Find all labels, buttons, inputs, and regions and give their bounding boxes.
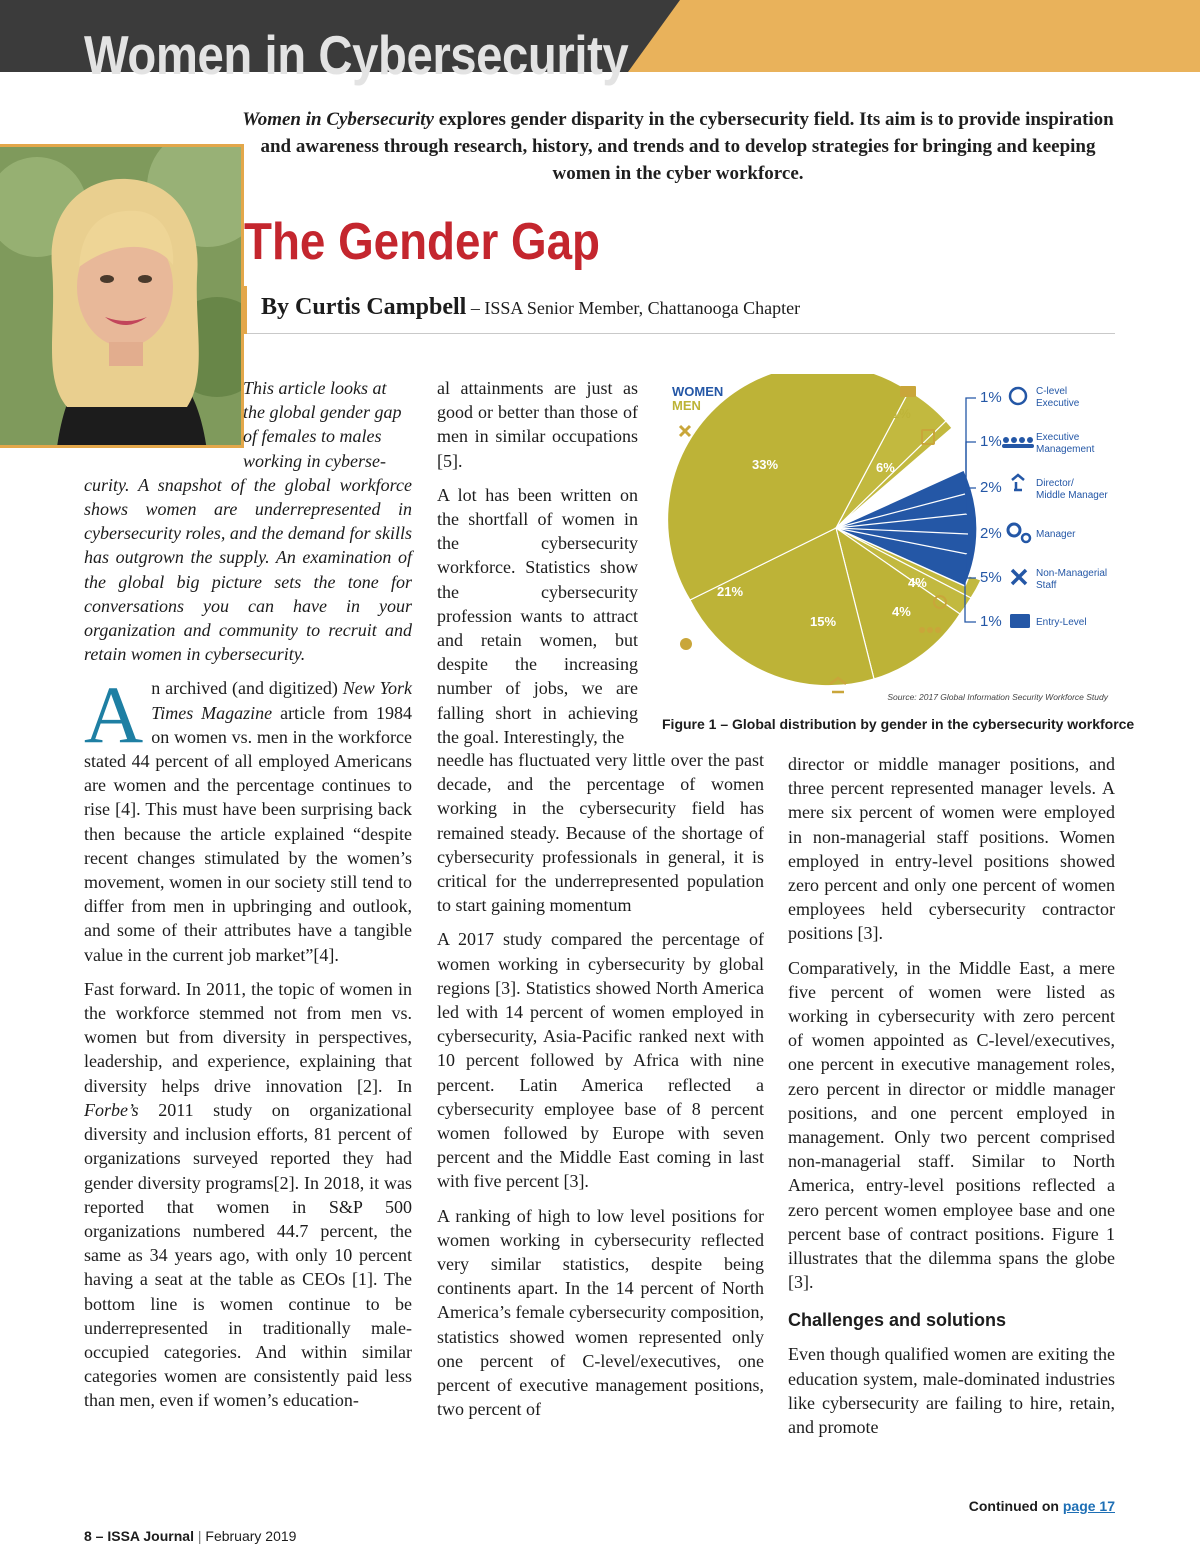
subhead-challenges: Challenges and solutions	[788, 1310, 1007, 1331]
callout-pct-exec-mgmt: 1%	[980, 433, 1002, 450]
callout-label-staff-1: Non-Managerial	[1036, 568, 1108, 579]
men-tools-icon	[680, 426, 690, 436]
callout-label-director-2: Middle Manager	[1036, 490, 1108, 501]
men-id-card-icon	[900, 386, 916, 397]
gender-distribution-pie-chart	[660, 374, 1118, 710]
byline-rule	[247, 333, 1115, 334]
c2-paragraph-4: A ranking of high to low level positions for women working in cybersecurity reflected very similar statistics, despite being continents apart. In the 14 percent of North America’s female cybersecurity composition, statistics showed women represented only one percent of C-level/executives, one percent of executive management positions, two percent of	[437, 1205, 764, 1420]
legend-women: WOMEN	[672, 384, 724, 399]
p1-text-a: n archived (and digitized)	[151, 678, 343, 699]
abstract-line-3: of females to males	[243, 426, 382, 447]
abstract-line-2: the global gender gap	[243, 402, 402, 423]
people-group-icon	[1002, 437, 1034, 448]
pie-label-4b: 4%	[892, 604, 911, 619]
abstract	[84, 376, 412, 666]
column-2-bottom	[437, 748, 764, 1431]
callout-pct-director: 2%	[980, 479, 1002, 496]
men-people-icon-c	[935, 627, 941, 633]
intro-text: explores gender disparity in the cybersecurity field. Its aim is to provide inspiration and awareness through research, history, and trends and to develop strategies for bringing and keeping women in the cyber workforce.	[260, 109, 1114, 184]
drop-cap: A	[84, 669, 144, 761]
abstract-line-4: working in cyberse-	[243, 450, 386, 471]
pie-label-4a: 4%	[908, 575, 927, 590]
byline-author: By Curtis Campbell	[261, 294, 467, 320]
callout-label-director-1: Director/	[1036, 478, 1074, 489]
pie-label-33: 33%	[752, 457, 779, 472]
c2-paragraph-1: al attainments are just as good or better than those of men in similar occupations [5].	[437, 378, 638, 471]
article-title: The Gender Gap	[244, 213, 600, 271]
callout-label-c-level-2: Executive	[1036, 398, 1080, 409]
p1-text-b: article from 1984 on women vs. men in the workforce stated 44 percent of all employed Americans are women and the percentage continues to rise [4]. This must have been surprising back then because the article explained “despite recent changes stimulated by the women’s movement, women in our society still tend to differ from men in upbringing and outlook, and some of their attributes have a tangible value in the current job market”[4].	[84, 702, 412, 965]
section-intro	[240, 106, 1116, 187]
continued-prefix: Continued on	[968, 1498, 1063, 1514]
footer-page-journal: 8 – ISSA Journal	[84, 1528, 194, 1544]
figure-caption: Figure 1 – Global distribution by gender in the cybersecurity workforce	[662, 716, 1135, 732]
callout-pct-staff: 5%	[980, 569, 1002, 586]
c2-paragraph-3: A 2017 study compared the percentage of women working in cybersecurity by global regions [3]. Statistics showed North America led with 14 percent of women employed in cybersecurity, Asia-Pacific ranked next with 10 percent followed by Africa with nine percent. Latin America reflected a cybersecurity employee base of 8 percent women followed by Europe with seven percent and the Middle East coming in last with five percent [3].	[437, 929, 764, 1192]
continued-note	[969, 1498, 1115, 1514]
director-icon	[1012, 475, 1024, 490]
callout-label-manager-1: Manager	[1036, 529, 1076, 540]
ship-wheel-icon	[1010, 388, 1026, 404]
callout-label-c-level-1: C-level	[1036, 386, 1068, 397]
pie-label-1: 1%	[892, 406, 911, 421]
column-2-top	[437, 376, 638, 759]
body-paragraph-1	[84, 669, 412, 966]
c3-paragraph-1: director or middle manager positions, and three percent represented manager levels. A mere six percent of women were employed in non-managerial staff positions. Women employed in entry-level positions showed zero percent and only one percent of women employees held cybersecurity contractor positions [3].	[788, 754, 1115, 944]
p2-italic: Forbe’s	[84, 1099, 139, 1120]
men-people-icon-b	[927, 627, 933, 633]
tools-icon	[1012, 570, 1026, 584]
intro-italic-title: Women in Cybersecurity	[242, 109, 434, 130]
men-people-icon-a	[919, 627, 925, 633]
callout-label-staff-2: Staff	[1036, 580, 1057, 591]
pie-label-21: 21%	[717, 584, 744, 599]
legend-men: MEN	[672, 398, 701, 413]
p2-text-a: Fast forward. In 2011, the topic of women in the workforce stemmed not from men vs. women but from diversity in perspectives, leadership, and experience, explaining that diversity helps drive innovation [2]. In	[84, 978, 412, 1096]
section-title: Women in Cybersecurity	[84, 24, 629, 86]
byline-role: – ISSA Senior Member, Chattanooga Chapter	[466, 298, 801, 318]
callout-label-exec-1: Executive	[1036, 432, 1080, 443]
column-1	[84, 376, 412, 1423]
continued-page-link[interactable]: page 17	[1062, 1498, 1115, 1514]
c2-paragraph-2-continued: needle has fluctuated very little over the past decade, and the percentage of women working in the cybersecurity field has remained steady. Because of the shortage of cybersecurity professionals in general, it is critical for the underrepresented population to start gaining momentum	[437, 750, 764, 916]
column-3	[788, 752, 1115, 1449]
callout-label-exec-2: Management	[1036, 444, 1095, 455]
p1-italic: New York Times Magazine	[151, 678, 412, 723]
id-card-icon	[1010, 614, 1030, 628]
abstract-line-1: This article looks at	[243, 378, 387, 398]
pie-label-15: 15%	[810, 614, 837, 629]
figure-source: Source: 2017 Global Information Security Workforce Study	[887, 692, 1108, 702]
c3-paragraph-2: Comparatively, in the Middle East, a mere five percent of women were listed as working in cybersecurity with zero percent of women appointed as C-level/executives, one percent in executive management roles, zero percent in director or middle manager positions, and one percent employed in management. Only two percent comprised non-managerial staff. Similar to North America, entry-level positions reflected a zero percent women employee base and one percent base of contract positions. Figure 1 illustrates that the dilemma spans the globe [3].	[788, 957, 1115, 1293]
callout-pct-entry: 1%	[980, 613, 1002, 630]
abstract-rest: curity. A snapshot of the global workforce shows women are underrepresented in cybersecurity roles, and the demand for skills has outgrown the supply. An examination of the global big picture sets the tone for conversations you can have in your organization and community to recruit and retain women in cybersecurity.	[84, 474, 412, 665]
p2-text-b: 2011 study on organizational diversity and inclusion efforts, 81 percent of organizations surveyed reported they had gender diversity programs[2]. In 2018, it was reported that women in S&P 500 organizations numbered 44.7 percent, the same as 34 years ago, with only 10 percent having a seat at the table as CEOs [1]. The bottom line is women continue to be underrepresented in traditionally male-occupied categories. And within similar categories women are consistently paid less than men, even if women’s education-	[84, 1099, 412, 1411]
c3-paragraph-3: Even though qualified women are exiting the education system, male-dominated industries like cybersecurity are failing to hire, retain, and promote	[788, 1344, 1115, 1438]
men-gear-icon	[680, 638, 692, 650]
footer-divider: |	[193, 1528, 206, 1544]
figure-1	[660, 374, 1118, 710]
pie-label-6: 6%	[876, 460, 895, 475]
callout-pct-c-level: 1%	[980, 389, 1002, 406]
page-footer	[84, 1528, 296, 1544]
callout-label-entry-1: Entry-Level	[1036, 617, 1087, 628]
gears-icon	[1008, 524, 1030, 542]
body-paragraph-2	[84, 977, 412, 1413]
byline	[243, 286, 1123, 334]
c2-paragraph-2: A lot has been written on the shortfall of women in the cybersecurity workforce. Statistics show the cybersecurity profession wants to attract and retain women, but despite the increasing number of jobs, we are falling short in achieving the goal. Interestingly, the	[437, 484, 638, 747]
footer-issue: February 2019	[205, 1528, 297, 1544]
callout-pct-manager: 2%	[980, 525, 1002, 542]
